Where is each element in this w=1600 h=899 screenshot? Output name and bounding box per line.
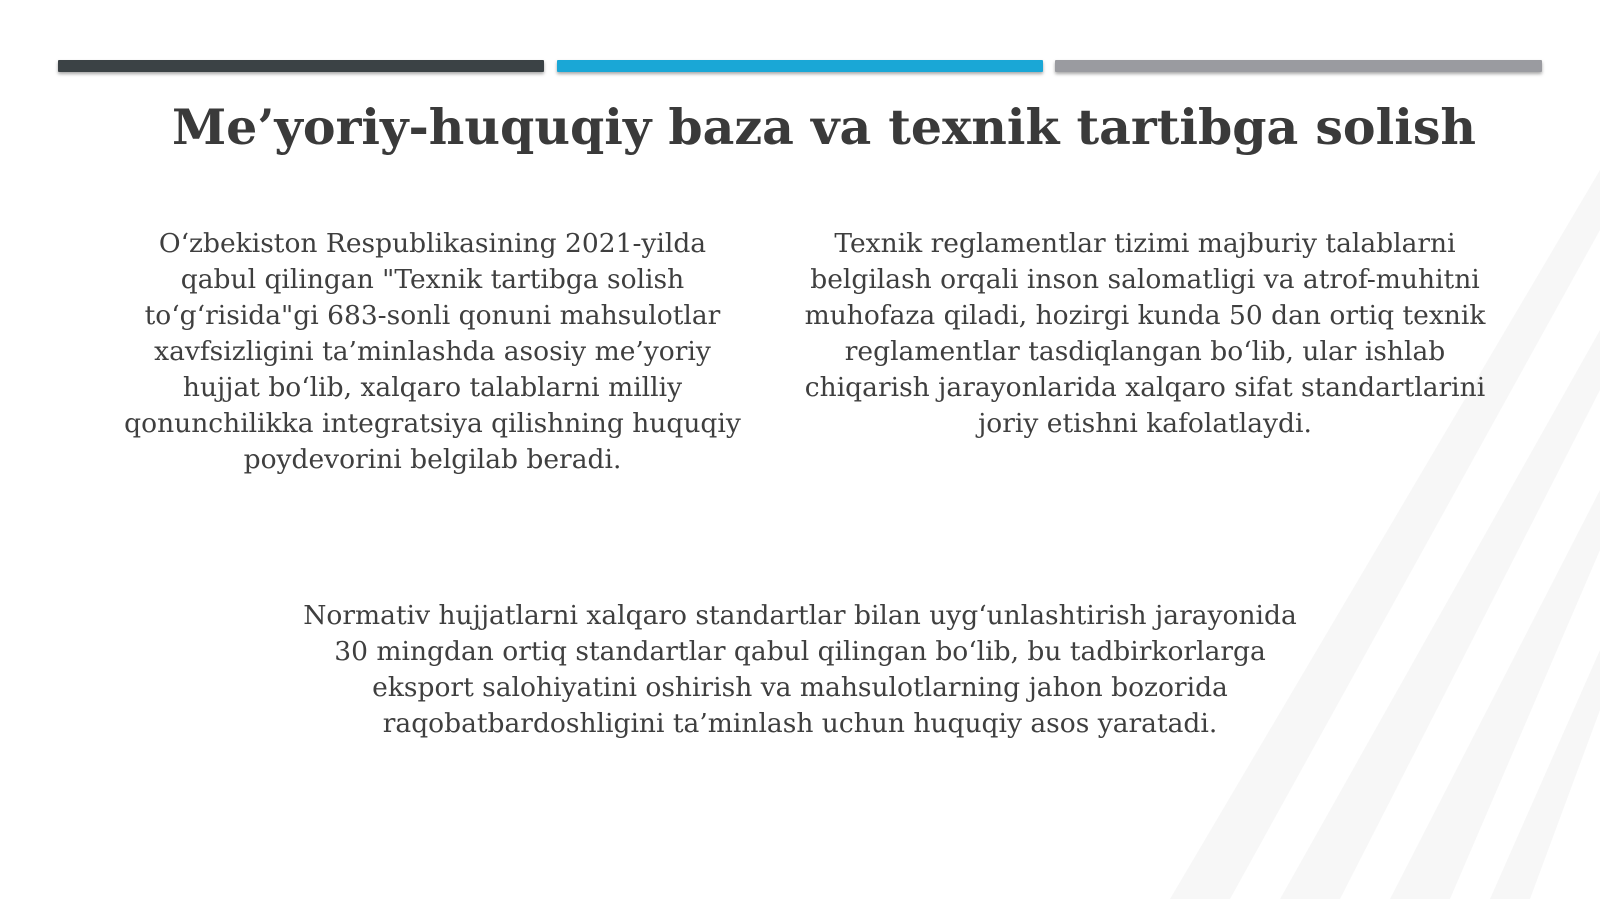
- text-block-right: Texnik reglamentlar tizimi majburiy talablarni belgilash orqali inson salomatligi va atrof-muhitni muhofaza qiladi, hozirgi kunda 50 dan ortiq texnik reglamentlar tasdiqlangan bo‘lib, ular ishlab chiqarish jarayonlarida xalqaro sifat standartlarini joriy etishni kafolatlaydi.: [804, 228, 1486, 439]
- slide-title: Me’yoriy-huquqiy baza va texnik tartibga solish: [171, 98, 1477, 156]
- text-block-left: O‘zbekiston Respublikasining 2021-yilda qabul qilingan "Texnik tartibga solish to‘g‘risida"gi 683-sonli qonuni mahsulotlar xavfsizligini ta’minlashda asosiy me’yoriy hujjat bo‘lib, xalqaro talablarni milliy qonunchilikka integratsiya qilishning huquqiy poydevorini belgilab beradi.: [124, 228, 741, 475]
- top-accent-bar-gray: [1055, 60, 1542, 72]
- top-accent-bar-blue: [557, 60, 1043, 72]
- text-block-bottom: Normativ hujjatlarni xalqaro standartlar bilan uyg‘unlashtirish jarayonida 30 mingdan ortiq standartlar qabul qilingan bo‘lib, bu tadbirkorlarga eksport salohiyatini oshirish va mahsulotlarning jahon bozorida raqobatbardoshligini ta’minlash uchun huquqiy asos yaratadi.: [303, 600, 1297, 739]
- top-accent-bar-dark: [58, 60, 544, 72]
